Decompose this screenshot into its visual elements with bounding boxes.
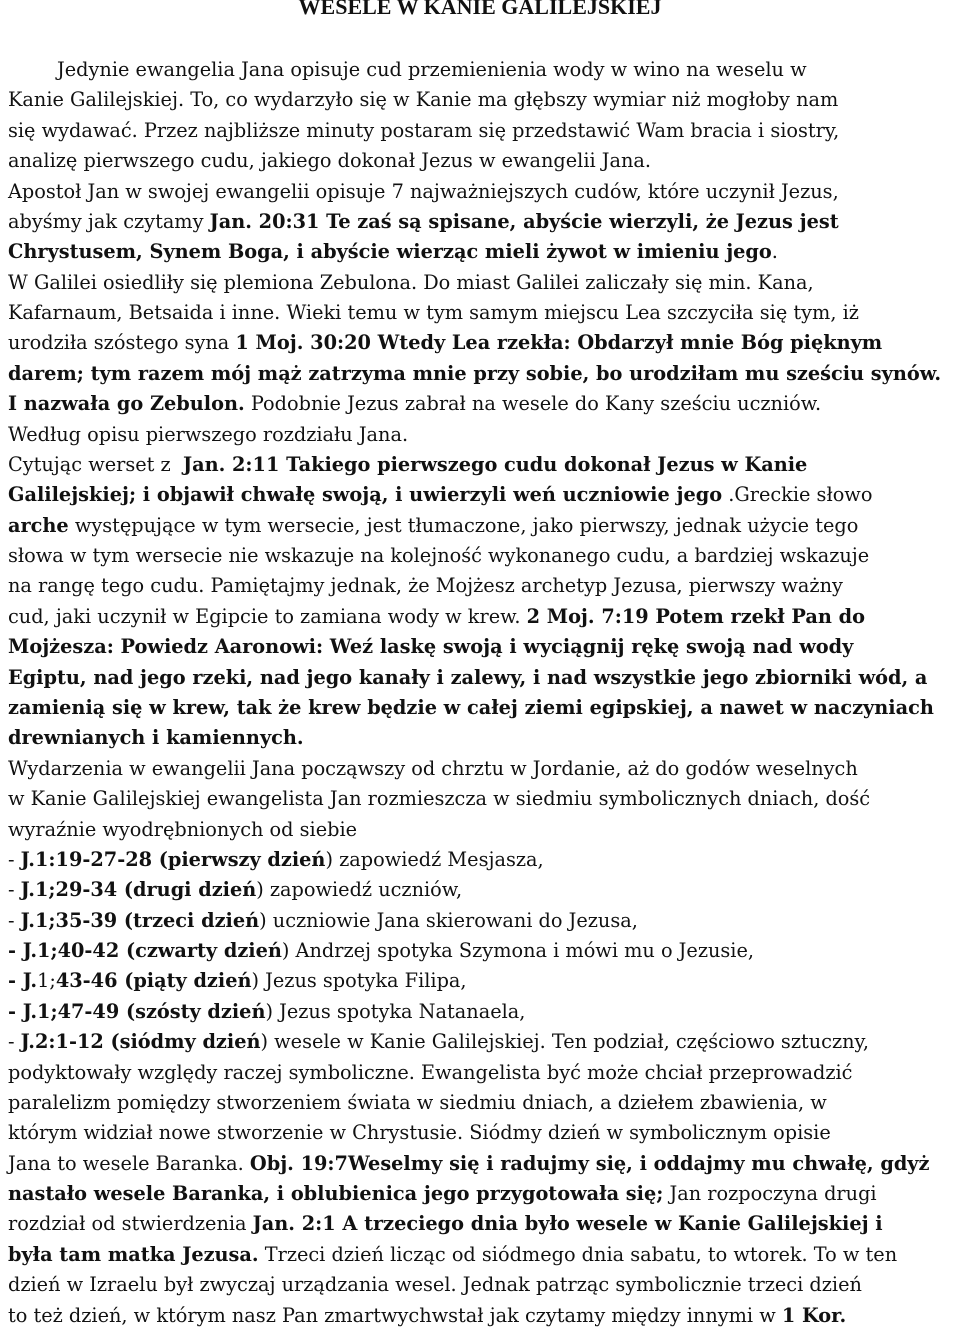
text-line xyxy=(8,1088,827,1118)
text: paralelizm pomiędzy stworzeniem świata w siedmiu dniach, a dziełem zbawienia, w xyxy=(8,1090,827,1114)
bold-text: I nazwała go Zebulon. xyxy=(8,392,245,416)
text: ) zapowiedź uczniów, xyxy=(256,878,463,902)
bold-text: Chrystusem, Synem Boga, i abyście wierząc mieli żywot w imieniu jego xyxy=(8,240,772,264)
text-line xyxy=(8,328,882,358)
text-line xyxy=(8,1270,862,1300)
text-line xyxy=(8,875,462,905)
bold-text: - J.1;47-49 (szósty dzień xyxy=(8,999,266,1023)
bold-text: - J. xyxy=(8,969,38,993)
bold-text: Galilejskiej; i objawił chwałę swoją, i uwierzyli weń uczniowie jego xyxy=(8,483,723,507)
text: 1; xyxy=(37,969,56,993)
text-line xyxy=(8,602,865,632)
bold-text: J.1;35-39 (trzeci dzień xyxy=(20,908,260,932)
bold-text: Mojżesza: Powiedz Aaronowi: Weź laskę swoją i wyciągnij rękę swoją nad wody xyxy=(8,635,854,659)
text: to też dzień, w którym nasz Pan zmartwychwstał jak czytamy między innymi w xyxy=(8,1303,782,1327)
text-line xyxy=(8,1027,869,1057)
text-line xyxy=(8,85,838,115)
text: . xyxy=(771,240,778,264)
text: ) zapowiedź Mesjasza, xyxy=(325,847,544,871)
text: ) wesele w Kanie Galilejskiej. Ten podział, częściowo sztuczny, xyxy=(260,1030,869,1054)
text-line xyxy=(8,936,754,966)
bold-text: 1 Moj. 30:20 Wtedy Lea rzekła: Obdarzył mnie Bóg pięknym xyxy=(235,331,883,355)
text-line xyxy=(8,1209,883,1239)
text: - xyxy=(8,847,21,871)
bold-text: nastało wesele Baranka, i oblubienica jego przygotowała się; xyxy=(8,1182,664,1206)
text: ) Andrzej spotyka Szymona i mówi mu o Jezusie, xyxy=(281,939,754,963)
bold-text: Jan. 20:31 Te zaś są spisane, abyście wierzyli, że Jezus jest xyxy=(209,209,839,233)
bold-text: drewnianych i kamiennych. xyxy=(8,726,304,750)
text-line xyxy=(8,1240,897,1270)
text: Cytując werset z xyxy=(8,452,183,476)
text-line xyxy=(8,55,807,85)
bold-text: darem; tym razem mój mąż zatrzyma mnie przy sobie, bo urodziłam mu sześciu synów. xyxy=(8,361,942,385)
text-line xyxy=(8,359,941,389)
text-line xyxy=(8,784,870,814)
text: Jan rozpoczyna drugi xyxy=(663,1182,877,1206)
text-line xyxy=(8,663,927,693)
bold-text: J.1:19-27-28 (pierwszy dzień xyxy=(20,847,326,871)
text-line xyxy=(8,511,858,541)
text-line xyxy=(8,723,304,753)
bold-text: Egiptu, nad jego rzeki, nad jego kanały i zalewy, i nad wszystkie jego zbiorniki wód, a xyxy=(8,665,928,689)
text: abyśmy jak czytamy xyxy=(8,209,210,233)
text-line xyxy=(8,298,859,328)
text: na rangę tego cudu. Pamiętajmy jednak, że Mojżesz archetyp Jezusa, pierwszy ważny xyxy=(8,574,843,598)
text: Jana to wesele Baranka. xyxy=(8,1151,250,1175)
text: Trzeci dzień licząc od siódmego dnia sabatu, to wtorek. To w ten xyxy=(258,1242,898,1266)
text-line xyxy=(8,1118,831,1148)
bold-text: - J.1;40-42 (czwarty dzień xyxy=(8,939,282,963)
bold-text: Jan. 2:1 A trzeciego dnia było wesele w Kanie Galilejskiej i xyxy=(252,1212,883,1236)
text-line xyxy=(8,146,651,176)
text: .Greckie słowo xyxy=(722,483,873,507)
text-line xyxy=(8,571,843,601)
text-line xyxy=(8,1301,846,1331)
bold-text: 43-46 (piąty dzień xyxy=(55,969,252,993)
text: - xyxy=(8,878,21,902)
text: analizę pierwszego cudu, jakiego dokonał Jezus w ewangelii Jana. xyxy=(8,149,652,173)
bold-text: była tam matka Jezusa. xyxy=(8,1242,259,1266)
text-line xyxy=(8,389,821,419)
text: - xyxy=(8,908,21,932)
text-line xyxy=(8,237,778,267)
text: urodziła szóstego syna xyxy=(8,331,236,355)
text-line xyxy=(8,845,544,875)
text: Kafarnaum, Betsaida i inne. Wieki temu w tym samym miejscu Lea szczyciła się tym, iż xyxy=(8,301,859,325)
text-line xyxy=(8,693,934,723)
page-title: WESELE W KANIE GALILEJSKIEJ xyxy=(298,0,662,19)
text: rozdział od stwierdzenia xyxy=(8,1212,253,1236)
text: ) Jezus spotyka Natanaela, xyxy=(265,999,526,1023)
text: w Kanie Galilejskiej ewangelista Jan rozmieszcza w siedmiu symbolicznych dniach, dość xyxy=(8,787,871,811)
text: W Galilei osiedliły się plemiona Zebulona. Do miast Galilei zaliczały się min. Kana, xyxy=(8,270,814,294)
text-line xyxy=(8,116,839,146)
bold-text: J.2:1-12 (siódmy dzień xyxy=(20,1030,261,1054)
text: którym widział nowe stworzenie w Chrystusie. Siódmy dzień w symbolicznym opisie xyxy=(8,1121,831,1145)
text-line xyxy=(8,966,467,996)
text-line xyxy=(8,420,408,450)
text: Kanie Galilejskiej. To, co wydarzyło się w Kanie ma głębszy wymiar niż mogłoby nam xyxy=(8,88,839,112)
text-line xyxy=(8,1058,852,1088)
text: ) Jezus spotyka Filipa, xyxy=(251,969,467,993)
text: Jedynie ewangelia Jana opisuje cud przemienienia wody w wino na weselu w xyxy=(8,58,807,81)
text-line xyxy=(8,450,807,480)
text: Podobnie Jezus zabrał na wesele do Kany sześciu uczniów. xyxy=(244,392,822,416)
bold-text: arche xyxy=(8,513,69,537)
text-line xyxy=(8,268,814,298)
text: - xyxy=(8,1030,21,1054)
bold-text: 2 Moj. 7:19 Potem rzekł Pan do xyxy=(526,604,865,628)
text-line xyxy=(8,906,638,936)
text: cud, jaki uczynił w Egipcie to zamiana wody w krew. xyxy=(8,604,527,628)
text-line xyxy=(8,632,853,662)
text-line xyxy=(8,1179,877,1209)
text-line xyxy=(8,177,839,207)
text: Według opisu pierwszego rozdziału Jana. xyxy=(8,422,409,446)
text-line xyxy=(8,207,839,237)
text: dzień w Izraelu był zwyczaj urządzania wesel. Jednak patrząc symbolicznie trzeci dzień xyxy=(8,1273,862,1297)
bold-text: zamienią się w krew, tak że krew będzie w całej ziemi egipskiej, a nawet w naczyniach xyxy=(8,695,934,719)
text-line xyxy=(8,815,357,845)
text-line xyxy=(8,754,858,784)
text-line xyxy=(8,541,869,571)
bold-text: J.1;29-34 (drugi dzień xyxy=(20,878,257,902)
text: podyktowały względy raczej symboliczne. Ewangelista być może chciał przeprowadzić xyxy=(8,1060,853,1084)
text: słowa w tym wersecie nie wskazuje na kolejność wykonanego cudu, a bardziej wskazuje xyxy=(8,544,870,568)
bold-text: Jan. 2:11 Takiego pierwszego cudu dokonał Jezus w Kanie xyxy=(182,452,808,476)
text: Wydarzenia w ewangelii Jana począwszy od chrztu w Jordanie, aż do godów weselnych xyxy=(8,756,858,780)
text-line xyxy=(8,997,525,1027)
text-line xyxy=(8,480,872,510)
text: Apostoł Jan w swojej ewangelii opisuje 7 najważniejszych cudów, które uczynił Jezus, xyxy=(8,179,839,203)
text-line xyxy=(8,1149,929,1179)
bold-text: 1 Kor. xyxy=(781,1303,847,1327)
text: występujące w tym wersecie, jest tłumaczone, jako pierwszy, jednak użycie tego xyxy=(68,513,859,537)
text: ) uczniowie Jana skierowani do Jezusa, xyxy=(259,908,638,932)
text: się wydawać. Przez najbliższe minuty postaram się przedstawić Wam bracia i siostry, xyxy=(8,118,840,142)
text: wyraźnie wyodrębnionych od siebie xyxy=(8,817,358,841)
bold-text: Obj. 19:7Weselmy się i radujmy się, i oddajmy mu chwałę, gdyż xyxy=(249,1151,930,1175)
